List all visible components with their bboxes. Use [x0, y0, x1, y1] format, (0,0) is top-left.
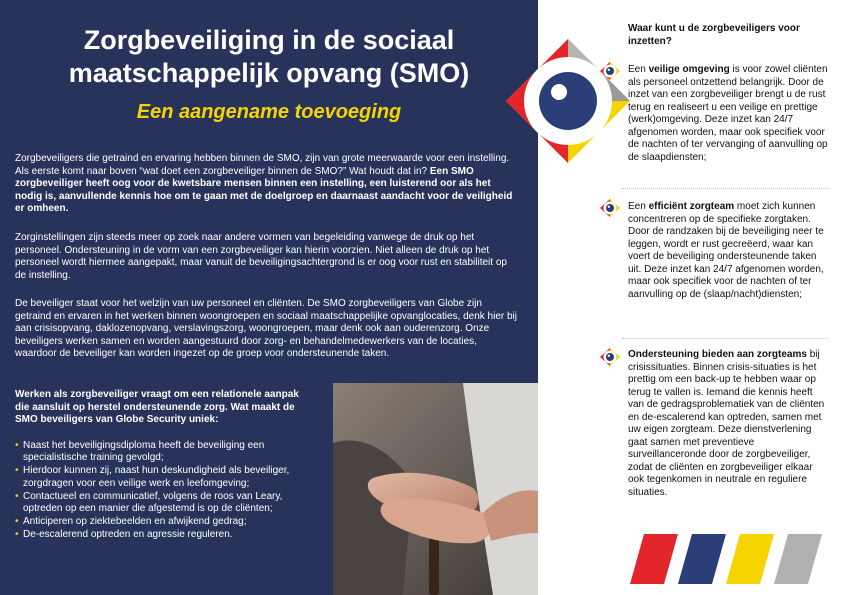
intro-paragraph-3: De beveiliger staat voor het welzijn van uw personeel en cliënten. De SMO zorgbeveiligers van Globe zijn getraind en ervaren in het werken binnen woongroepen en sociaal maatschappelijke opvanglocaties, denk hier bij aan crisisopvang, daklozenopvang, verslavingszorg, woongroepen, maar denk ook aan ouderenzorg. Onze beveiligers werken samen en worden aangestuurd door zorg- en behandelmedewerkers van de locaties, waardoor de beveiliger kan worden ingezet op de groep voor ondersteunende taken. [15, 298, 517, 359]
hands-photo [333, 383, 538, 595]
intro-p1-bold: Een SMO zorgbeveiliger heeft oog voor de kwetsbare mensen binnen een instelling, een luisterend oor als het nodig is, aanvullende kennis hoe om te gaan met de doelgroep en daarnaast aandacht voor de veiligheid er omheen. [15, 165, 513, 214]
list-item: • De-escalerend optreden en agressie reguleren. [15, 529, 315, 541]
right-panel [538, 0, 842, 595]
item-pre: Een [628, 64, 649, 75]
hands-photo-illustration [333, 383, 538, 595]
list-item: • Naast het beveiligingsdiploma heeft de beveiliging een specialistische training gevolgd; [15, 440, 315, 465]
eye-bullet-icon [600, 62, 620, 80]
list-item: • Contactueel en communicatief, volgens de roos van Leary, optreden op een manier die afgestemd is op de cliënten; [15, 491, 315, 516]
item-bold: Ondersteuning bieden aan zorgteams [628, 349, 807, 360]
item-text: is voor zowel cliënten als personeel ontzettend belangrijk. Door de inzet van een zorgbeveiliger brengt u de rust terug en realiseert u een veilige en prettige (werk)omgeving. Deze inzet kan 24/7 afgenomen worden, maar ook specifiek voor de nachten of ter vervanging of aanvulling op de slaapdiensten; [628, 64, 828, 163]
eye-logo [503, 36, 633, 166]
item-text: bij crisissituaties. Binnen crisis-situaties is het prettig om een back-up te hebben waar op terug te vallen is. Iemand die kennis heeft van de gedragsproblematiek van de cliënten en de-escalerend kan optreden, samen met uw eigen zorgteam. Deze dienstverlening gaat samen met preventieve surveillanceronde door de zorgbeveiliger, zodat de cliënten en zorgbeveiliger elkaar ook tegenkomen in neutrale en reguliere situaties. [628, 349, 825, 498]
page-subtitle: Een aangename toevoeging [136, 101, 402, 123]
sidebar-item-veilige-omgeving [628, 64, 828, 164]
page-title: Zorgbeveiliging in de sociaal maatschappelijk opvang (SMO) [68, 25, 470, 88]
unique-lead: Werken als zorgbeveiliger vraagt om een relationele aanpak die aansluit op herstel ondersteunende zorg. Wat maakt de SMO beveiligers van Globe Security uniek: [15, 389, 299, 425]
eye-bullet-icon [600, 348, 620, 366]
list-item: • Anticiperen op ziektebeelden en afwijkend gedrag; [15, 516, 315, 528]
item-text: moet zich kunnen concentreren op de specifieke zorgtaken. Door de randzaken bij de beveiliging neer te leggen, wordt er rust gecreëerd, waar kan voert de beveiliging ondersteunende taken uit. Deze inzet kan 24/7 afgenomen worden, maar ook specifiek voor de nachten of ter aanvulling op de (slaap/nacht)diensten; [628, 201, 824, 300]
item-pre: Een [628, 201, 649, 212]
intro-paragraph-2: Zorginstellingen zijn steeds meer op zoek naar andere vormen van begeleiding vanwege de druk op het personeel. Ondersteuning in de vorm van een zorgbeveiliger kan hierin voorzien. Niet alleen de druk op het personeel wordt hiermee aangepakt, maar vanuit de beveiligingsachtergrond is er oog voor rust en stabiliteit op de instelling. [15, 232, 507, 281]
sidebar-item-ondersteuning [628, 349, 828, 499]
intro-paragraph-1 [15, 153, 520, 216]
divider [622, 188, 828, 189]
list-item: • Hierdoor kunnen zij, naast hun deskundigheid als beveiliger, zorgdragen voor een veilige werk en leefomgeving; [15, 465, 315, 490]
sidebar-heading: Waar kunt u de zorgbeveiligers voor inzetten? [628, 23, 800, 47]
intro-p1-text: Zorgbeveiligers die getraind en ervaring hebben binnen de SMO, zijn van grote meerwaarde voor een instelling. Als eerste komt naar boven “wat doet een zorgbeveiliger binnen de SMO?” Wat houdt dat in? [15, 153, 510, 177]
item-bold: efficiënt zorgteam [648, 201, 735, 212]
unique-list [15, 440, 315, 542]
item-bold: veilige omgeving [648, 64, 730, 75]
divider [622, 338, 828, 339]
sidebar-item-efficient-zorgteam [628, 201, 828, 301]
eye-bullet-icon [600, 199, 620, 217]
brand-stripes [630, 534, 830, 584]
